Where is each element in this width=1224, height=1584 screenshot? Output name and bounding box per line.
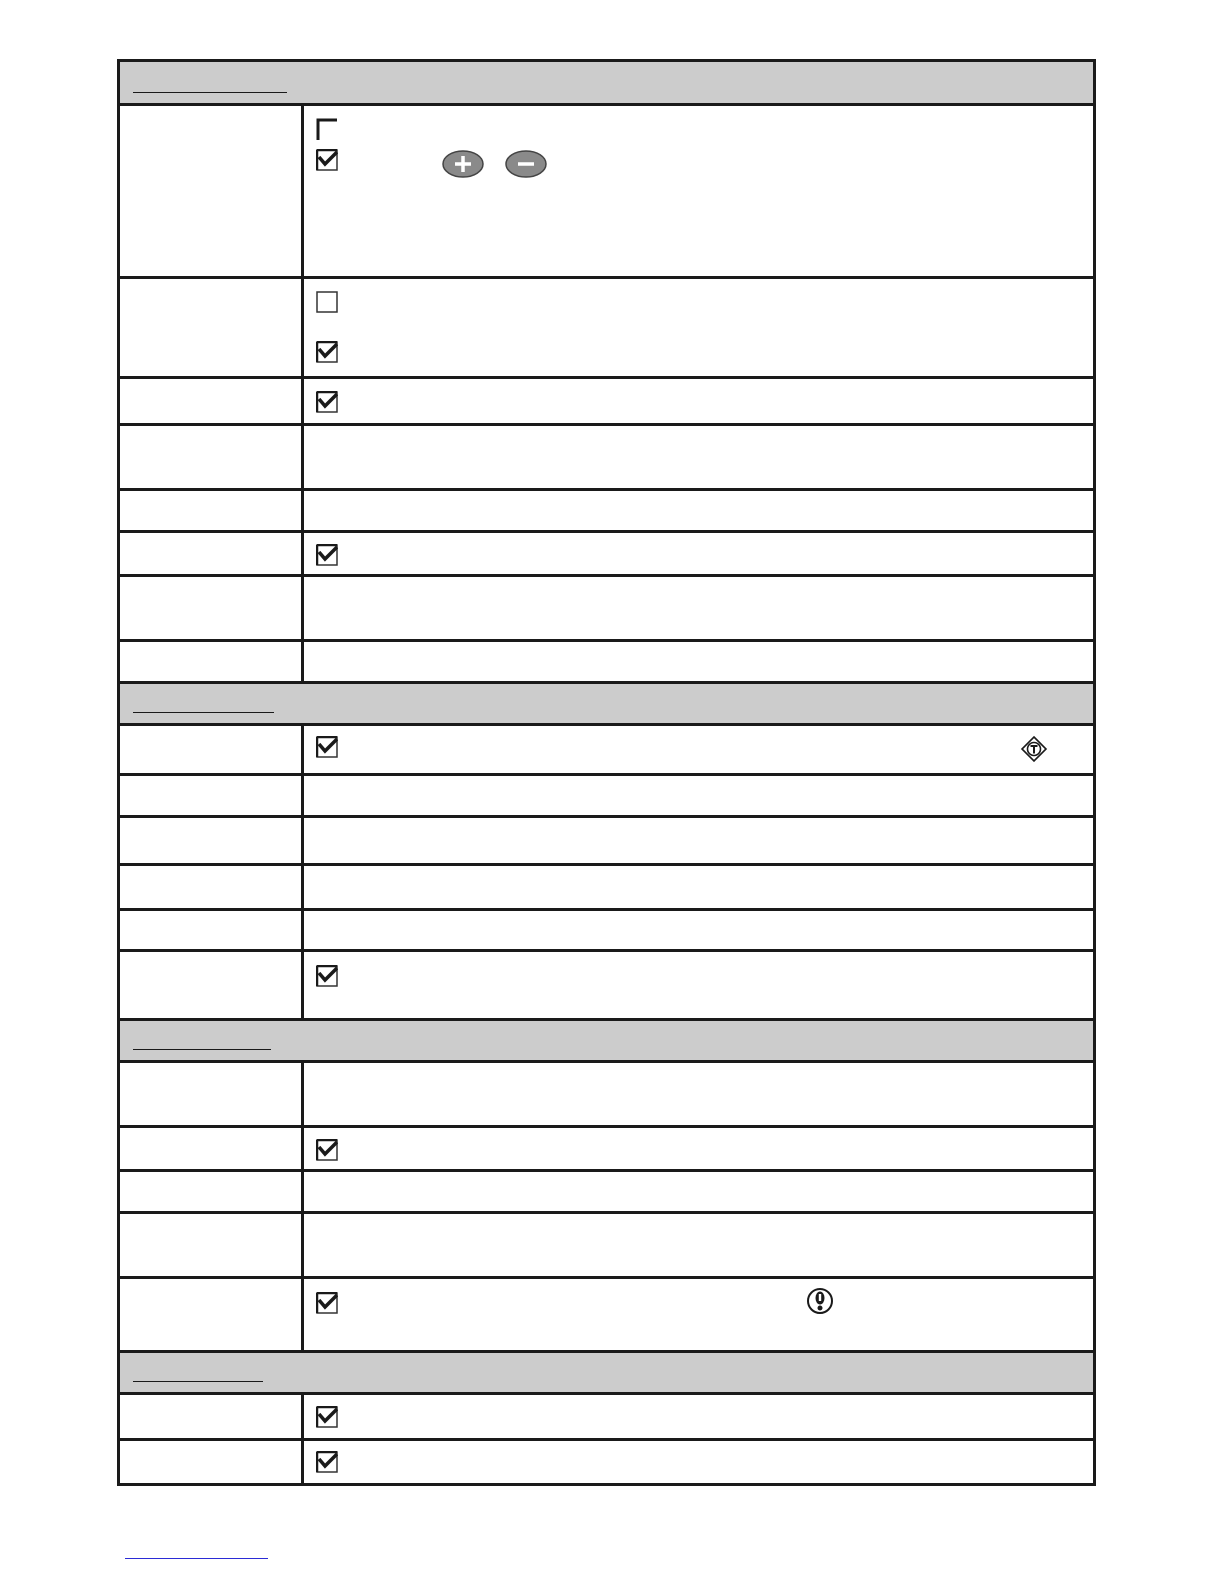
section-header-3 <box>120 1021 1093 1063</box>
checkbox-checked[interactable] <box>316 965 338 987</box>
table-row <box>120 726 1093 776</box>
table-row <box>120 577 1093 642</box>
table-row <box>120 818 1093 866</box>
checkbox-checked[interactable] <box>316 1451 338 1473</box>
table-row <box>120 426 1093 491</box>
section-header-4 <box>120 1353 1093 1395</box>
column-divider <box>301 1395 304 1483</box>
checkbox-checked[interactable] <box>316 341 338 363</box>
partial-checkbox[interactable] <box>316 118 338 140</box>
checkbox-checked[interactable] <box>316 544 338 566</box>
minus-button-icon[interactable] <box>505 150 547 178</box>
section-title-underline <box>133 1381 263 1382</box>
table-row <box>120 1172 1093 1214</box>
table-row <box>120 1214 1093 1279</box>
checkbox-checked[interactable] <box>316 149 338 171</box>
table-row <box>120 1279 1093 1353</box>
table-row <box>120 491 1093 533</box>
table-row <box>120 106 1093 279</box>
footer-link-underline[interactable] <box>125 1558 268 1559</box>
table-row <box>120 866 1093 911</box>
t-diamond-icon <box>1020 735 1048 763</box>
table-row <box>120 1128 1093 1172</box>
checkbox-checked[interactable] <box>316 736 338 758</box>
table-row <box>120 952 1093 1021</box>
table-row <box>120 911 1093 952</box>
settings-table <box>117 59 1096 1486</box>
checkbox-checked[interactable] <box>316 1139 338 1161</box>
checkbox-checked[interactable] <box>316 391 338 413</box>
checkbox-unchecked[interactable] <box>316 291 338 313</box>
table-row <box>120 1441 1093 1483</box>
section-title-underline <box>133 92 287 93</box>
column-divider <box>301 726 304 1021</box>
table-row <box>120 1063 1093 1128</box>
table-row <box>120 1395 1093 1441</box>
table-row <box>120 533 1093 577</box>
section-title-underline <box>133 712 274 713</box>
checkbox-checked[interactable] <box>316 1406 338 1428</box>
table-row <box>120 379 1093 426</box>
column-divider <box>301 1063 304 1353</box>
checkbox-checked[interactable] <box>316 1292 338 1314</box>
table-row <box>120 279 1093 379</box>
plus-button-icon[interactable] <box>442 150 484 178</box>
table-row <box>120 776 1093 818</box>
section-header-1 <box>120 62 1093 106</box>
table-row <box>120 642 1093 684</box>
section-header-2 <box>120 684 1093 726</box>
section-title-underline <box>133 1049 271 1050</box>
column-divider <box>301 106 304 684</box>
exclamation-circle-icon <box>806 1287 834 1315</box>
